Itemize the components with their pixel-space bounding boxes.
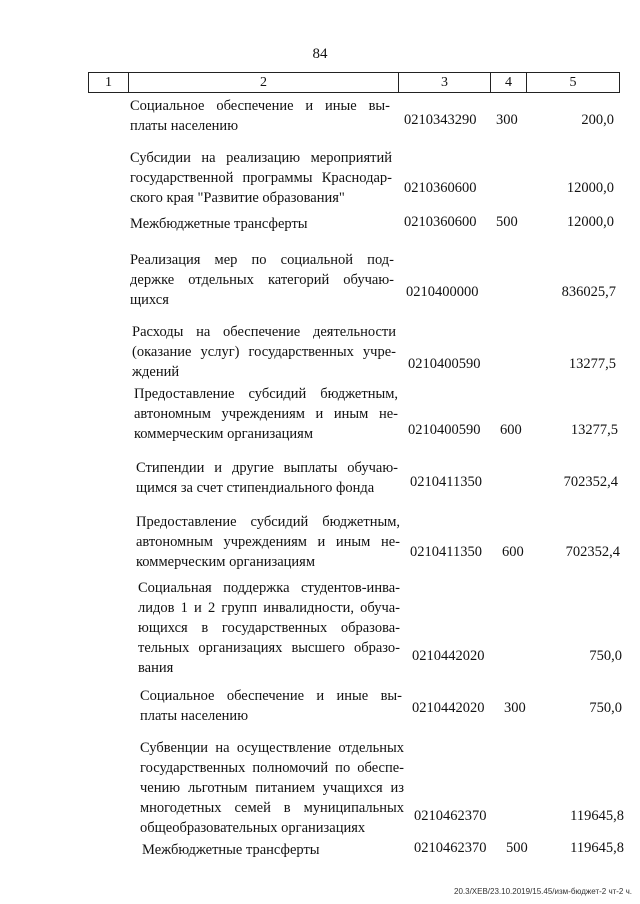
row-code: 0210360600 [404, 214, 477, 230]
description-line: Межбюджетные трансферты [130, 216, 308, 232]
row-description [130, 148, 392, 208]
description-line: автономным учреждениям и иным не- [134, 406, 398, 422]
description-line: Стипендии и другие выплаты обучаю- [136, 460, 398, 476]
description-line: Социальная поддержка студентов-инва- [138, 580, 400, 596]
row-code: 0210411350 [410, 544, 482, 560]
header-col-2: 2 [129, 73, 399, 92]
header-col-4: 4 [491, 73, 527, 92]
description-line: платы населению [140, 708, 249, 724]
row-description [140, 686, 402, 726]
row-description [138, 578, 400, 678]
row-amount: 750,0 [589, 648, 622, 664]
row-description [136, 458, 398, 498]
description-line: Социальное обеспечение и иные вы- [140, 688, 402, 704]
description-line: лидов 1 и 2 групп инвалидности, обуча- [138, 600, 400, 616]
description-line: коммерческим организациям [136, 554, 316, 570]
table-header [88, 72, 620, 93]
row-code: 0210462370 [414, 840, 487, 856]
row-description [132, 322, 396, 382]
header-col-5: 5 [569, 75, 577, 90]
description-line: чению льготным питанием учащихся из [140, 780, 404, 796]
description-line: ющихся в государственных образова- [138, 620, 400, 636]
description-line: Социальное обеспечение и иные вы- [130, 98, 390, 114]
description-line: Межбюджетные трансферты [142, 842, 320, 858]
description-line: тельных организациях высшего образо- [138, 640, 400, 656]
description-line: общеобразовательных организациях [140, 820, 366, 836]
row-description [134, 384, 398, 444]
header-col-1: 1 [89, 73, 129, 92]
description-line: Субвенции на осуществление отдельных [140, 740, 404, 756]
row-description [140, 738, 404, 838]
description-line: (оказание услуг) государственных учре- [132, 344, 396, 360]
row-code: 0210343290 [404, 112, 477, 128]
description-line: вания [138, 660, 174, 676]
row-amount: 119645,8 [570, 808, 624, 824]
header-col-3: 3 [399, 73, 491, 92]
description-line: Расходы на обеспечение деятельности [132, 324, 396, 340]
row-expense-type: 600 [500, 422, 522, 438]
description-line: многодетных семей в муниципальных [140, 800, 404, 816]
footer-stamp: 20.3/ХЕВ/23.10.2019/15.45/изм-бюджет-2 чт-2 ч. [454, 887, 632, 896]
row-code: 0210442020 [412, 700, 485, 716]
description-line: государственных полномочий по обеспе- [140, 760, 404, 776]
row-code: 0210400590 [408, 422, 481, 438]
row-amount: 12000,0 [566, 214, 614, 230]
description-line: Субсидии на реализацию мероприятий [130, 150, 392, 166]
row-amount: 702352,4 [563, 474, 618, 490]
row-code: 0210400000 [406, 284, 479, 300]
row-description [142, 840, 402, 860]
description-line: автономным учреждениям и иным не- [136, 534, 400, 550]
row-code: 0210411350 [410, 474, 482, 490]
row-code: 0210442020 [412, 648, 485, 664]
row-code: 0210462370 [414, 808, 487, 824]
row-description [130, 214, 392, 234]
row-description [130, 250, 394, 310]
description-line: держке отдельных категорий обучаю- [130, 272, 394, 288]
row-code: 0210400590 [408, 356, 481, 372]
description-line: ского края "Развитие образования" [130, 190, 345, 206]
row-amount: 836025,7 [561, 284, 616, 300]
row-amount: 13277,5 [570, 422, 618, 438]
row-expense-type: 300 [504, 700, 526, 716]
row-description [130, 96, 390, 136]
description-line: платы населению [130, 118, 239, 134]
row-amount: 13277,5 [568, 356, 616, 372]
row-amount: 750,0 [589, 700, 622, 716]
row-expense-type: 500 [506, 840, 528, 856]
description-line: государственной программы Краснодар- [130, 170, 392, 186]
row-expense-type: 600 [502, 544, 524, 560]
description-line: щимся за счет стипендиального фонда [136, 480, 375, 496]
description-line: Реализация мер по социальной под- [130, 252, 394, 268]
page-number: 84 [312, 46, 328, 62]
row-expense-type: 500 [496, 214, 518, 230]
description-line: Предоставление субсидий бюджетным, [136, 514, 400, 530]
row-expense-type: 300 [496, 112, 518, 128]
description-line: щихся [130, 292, 169, 308]
row-amount: 200,0 [581, 112, 614, 128]
row-amount: 702352,4 [565, 544, 620, 560]
row-amount: 12000,0 [566, 180, 614, 196]
description-line: ждений [132, 364, 180, 380]
row-amount: 119645,8 [570, 840, 624, 856]
row-description [136, 512, 400, 572]
description-line: коммерческим организациям [134, 426, 314, 442]
row-code: 0210360600 [404, 180, 477, 196]
description-line: Предоставление субсидий бюджетным, [134, 386, 398, 402]
